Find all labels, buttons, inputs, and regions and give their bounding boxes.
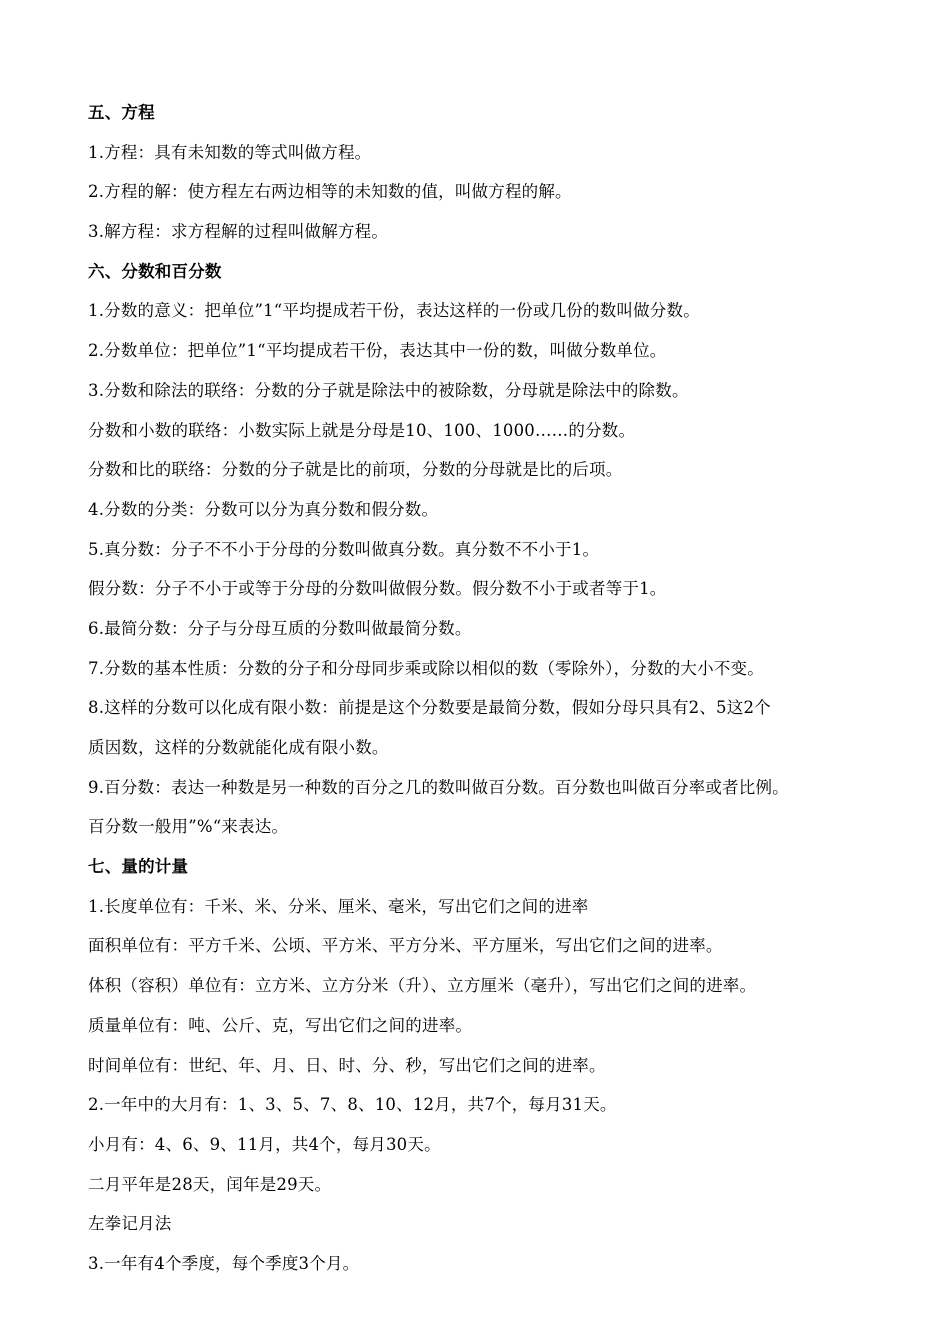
text-line: 左拳记月法 <box>88 1214 172 1234</box>
text-line: 5.真分数：分子不不小于分母的分数叫做真分数。真分数不不小于1。 <box>88 539 600 559</box>
text-line: 7.分数的基本性质：分数的分子和分母同步乘或除以相似的数（零除外），分数的大小不变。 <box>88 658 764 678</box>
section-heading-fractions: 六、分数和百分数 <box>88 261 222 281</box>
text-line: 假分数：分子不小于或等于分母的分数叫做假分数。假分数不小于或者等于1。 <box>88 579 667 599</box>
text-line: 分数和比的联络：分数的分子就是比的前项，分数的分母就是比的后项。 <box>88 460 623 480</box>
text-line: 二月平年是28天，闰年是29天。 <box>88 1174 332 1194</box>
text-line: 质因数，这样的分数就能化成有限小数。 <box>88 738 389 757</box>
text-line: 3.一年有4个季度，每个季度3个月。 <box>88 1253 360 1273</box>
text-line: 1.长度单位有：千米、米、分米、厘米、毫米，写出它们之间的进率 <box>88 896 589 916</box>
text-line: 1.方程：具有未知数的等式叫做方程。 <box>88 142 372 162</box>
text-line: 时间单位有：世纪、年、月、日、时、分、秒，写出它们之间的进率。 <box>88 1055 606 1075</box>
section-heading-measurement: 七、量的计量 <box>88 857 189 877</box>
text-line: 4.分数的分类：分数可以分为真分数和假分数。 <box>88 499 439 519</box>
text-line: 9.百分数：表达一种数是另一种数的百分之几的数叫做百分数。百分数也叫做百分率或者比例。 <box>88 777 789 797</box>
text-line: 8.这样的分数可以化成有限小数：前提是这个分数要是最简分数，假如分母只具有2、5这2个 <box>88 698 771 718</box>
text-line: 3.解方程：求方程解的过程叫做解方程。 <box>88 222 389 242</box>
section-heading-equation: 五、方程 <box>88 103 155 122</box>
text-line: 体积（容积）单位有：立方米、立方分米（升）、立方厘米（毫升），写出它们之间的进率。 <box>88 976 757 996</box>
document-page <box>88 93 888 1284</box>
text-line: 小月有：4、6、9、11月，共4个，每月30天。 <box>88 1134 441 1154</box>
text-line: 分数和小数的联络：小数实际上就是分母是10、100、1000……的分数。 <box>88 420 636 440</box>
text-line: 2.分数单位：把单位”1“平均提成若干份，表达其中一份的数，叫做分数单位。 <box>88 341 667 361</box>
text-line: 质量单位有：吨、公斤、克，写出它们之间的进率。 <box>88 1015 473 1035</box>
text-line: 6.最简分数：分子与分母互质的分数叫做最简分数。 <box>88 618 472 638</box>
text-line: 百分数一般用”%“来表达。 <box>88 817 289 837</box>
text-line: 2.一年中的大月有：1、3、5、7、8、10、12月，共7个，每月31天。 <box>88 1095 617 1115</box>
text-line: 1.分数的意义：把单位”1“平均提成若干份，表达这样的一份或几份的数叫做分数。 <box>88 301 700 321</box>
text-line: 3.分数和除法的联络：分数的分子就是除法中的被除数，分母就是除法中的除数。 <box>88 380 689 400</box>
text-line: 2.方程的解：使方程左右两边相等的未知数的值，叫做方程的解。 <box>88 182 572 202</box>
text-line: 面积单位有：平方千米、公顷、平方米、平方分米、平方厘米，写出它们之间的进率。 <box>88 936 723 956</box>
